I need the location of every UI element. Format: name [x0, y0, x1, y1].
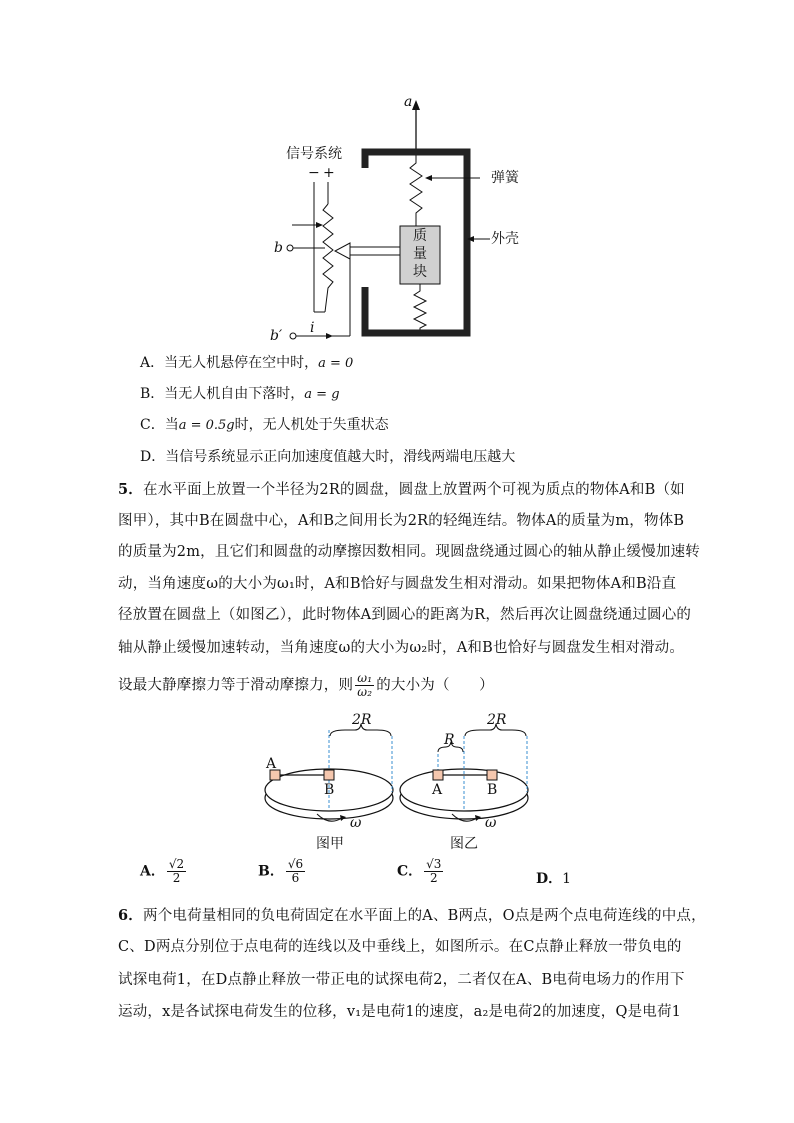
yi-B-label: B [487, 782, 498, 798]
q5-line-4: 动，当角速度ω的大小为ω₁时，A和B恰好与圆盘发生相对滑动。如果把物体A和B沿直 [118, 576, 677, 592]
jia-A-label: A [266, 756, 277, 772]
q5-line-5: 径放置在圆盘上（如图乙），此时物体A到圆心的距离为R，然后再次让圆盘绕通过圆心的 [118, 607, 692, 623]
q6-line-2: C、D两点分别位于点电荷的连线以及中垂线上，如图所示。在C点静止释放一带负电的 [118, 939, 682, 955]
jia-caption: 图甲 [316, 836, 344, 852]
q5-option-b: B． $\frac{√6}{6}$ [258, 857, 304, 885]
mass-label: 质 [413, 228, 427, 244]
yi-omega-label: ω [485, 815, 497, 831]
jia-omega-label: ω [350, 815, 362, 831]
q6-line-4: 运动，x是各试探电荷发生的位移，v₁是电荷1的速度，a₂是电荷2的加速度，Q是电荷1 [118, 1004, 682, 1020]
q5-line-7: 设最大静摩擦力等于滑动摩擦力，则 $\frac{\text{ω₁}}{\text{ω₂}}$ 的大小为（ ） [118, 671, 494, 699]
yi-caption: 图乙 [450, 836, 478, 852]
q4-option-c: C．当a = 0.5g时，无人机处于失重状态 [140, 417, 389, 433]
plus-label: + [323, 165, 335, 181]
yi-2R-label: 2R [487, 712, 507, 728]
q4-option-a: A．当无人机悬停在空中时，a = 0 [140, 355, 354, 371]
q5-option-d: D．1 [536, 871, 572, 887]
q4-option-d: D．当信号系统显示正向加速度值越大时，滑线两端电压越大 [140, 449, 516, 465]
minus-label: − [308, 165, 320, 181]
q4-option-b: B．当无人机自由下落时，a = g [140, 386, 340, 402]
accel-a-label: a [404, 94, 413, 110]
q6-line-1: 6．两个电荷量相同的负电荷固定在水平面上的A、B两点，O点是两个点电荷连线的中点， [118, 907, 706, 924]
yi-A-label: A [432, 782, 443, 798]
shell-label: 外壳 [491, 231, 519, 247]
q5-line-1: 5．在水平面上放置一个半径为2R的圆盘，圆盘上放置两个可视为质点的物体A和B（如 [118, 481, 685, 498]
signal-system-label: 信号系统 [286, 146, 342, 162]
q5-option-c: C． $\frac{√3}{2}$ [397, 857, 442, 885]
q6-line-3: 试探电荷1，在D点静止释放一带正电的试探电荷2，二者仅在A、B电荷电场力的作用下 [118, 972, 685, 988]
omega-ratio: $\frac{\text{ω₁}}{\text{ω₂}}$ [357, 671, 373, 699]
q5-line-3: 的质量为2m，且它们和圆盘的动摩擦因数相同。现圆盘绕通过圆心的轴从静止缓慢加速转 [118, 544, 700, 560]
q5-line-2: 图甲），其中B在圆盘中心，A和B之间用长为2R的轻绳连结。物体A的质量为m，物体B [118, 513, 685, 529]
mass-label: 量 [413, 246, 427, 262]
mass-label: 块 [413, 264, 427, 280]
spring-label: 弹簧 [491, 170, 519, 186]
q5-option-a: A． $\frac{√2}{2}$ [140, 857, 185, 885]
terminal-bprime-label: b′ [270, 328, 283, 344]
current-i-label: i [310, 320, 315, 336]
yi-R-label: R [444, 732, 455, 748]
terminal-b-label: b [274, 240, 283, 256]
accelerometer-diagram [260, 92, 540, 348]
q5-line-6: 轴从静止缓慢加速转动，当角速度ω的大小为ω₂时，A和B也恰好与圆盘发生相对滑动。 [118, 640, 685, 656]
jia-2R-label: 2R [352, 712, 372, 728]
jia-B-label: B [324, 782, 335, 798]
